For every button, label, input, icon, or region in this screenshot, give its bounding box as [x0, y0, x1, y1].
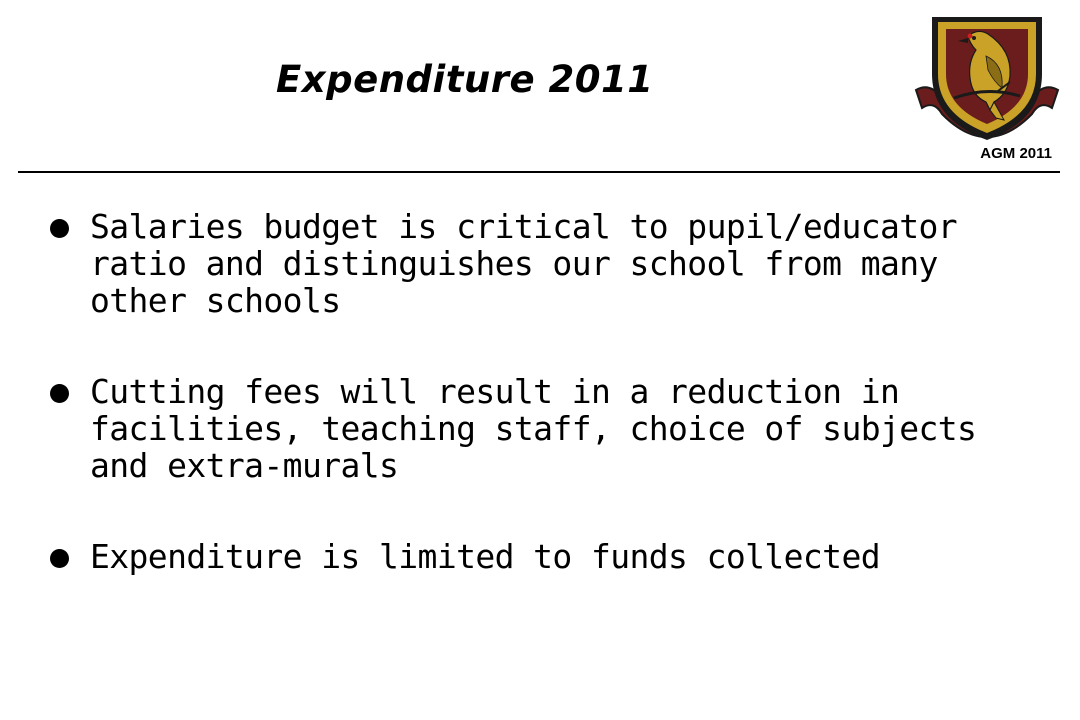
- bullet-text: Cutting fees will result in a reduction in facilities, teaching staff, choice of subjects and extra-murals: [90, 372, 977, 485]
- bullet-list: [48, 208, 1048, 629]
- bullet-text: Expenditure is limited to funds collected: [90, 537, 880, 576]
- bullet-item: [48, 538, 1048, 575]
- header-divider: [18, 171, 1060, 173]
- bullet-text: Salaries budget is critical to pupil/educator ratio and distinguishes our school from many other schools: [90, 207, 958, 320]
- school-crest-logo: [912, 12, 1062, 162]
- agm-label: AGM 2011: [980, 145, 1052, 162]
- bullet-dot-icon: [50, 384, 69, 403]
- bullet-item: [48, 373, 1048, 484]
- bullet-item: [48, 208, 1048, 319]
- slide-title: Expenditure 2011: [276, 58, 654, 101]
- bullet-dot-icon: [50, 549, 69, 568]
- bullet-dot-icon: [50, 219, 69, 238]
